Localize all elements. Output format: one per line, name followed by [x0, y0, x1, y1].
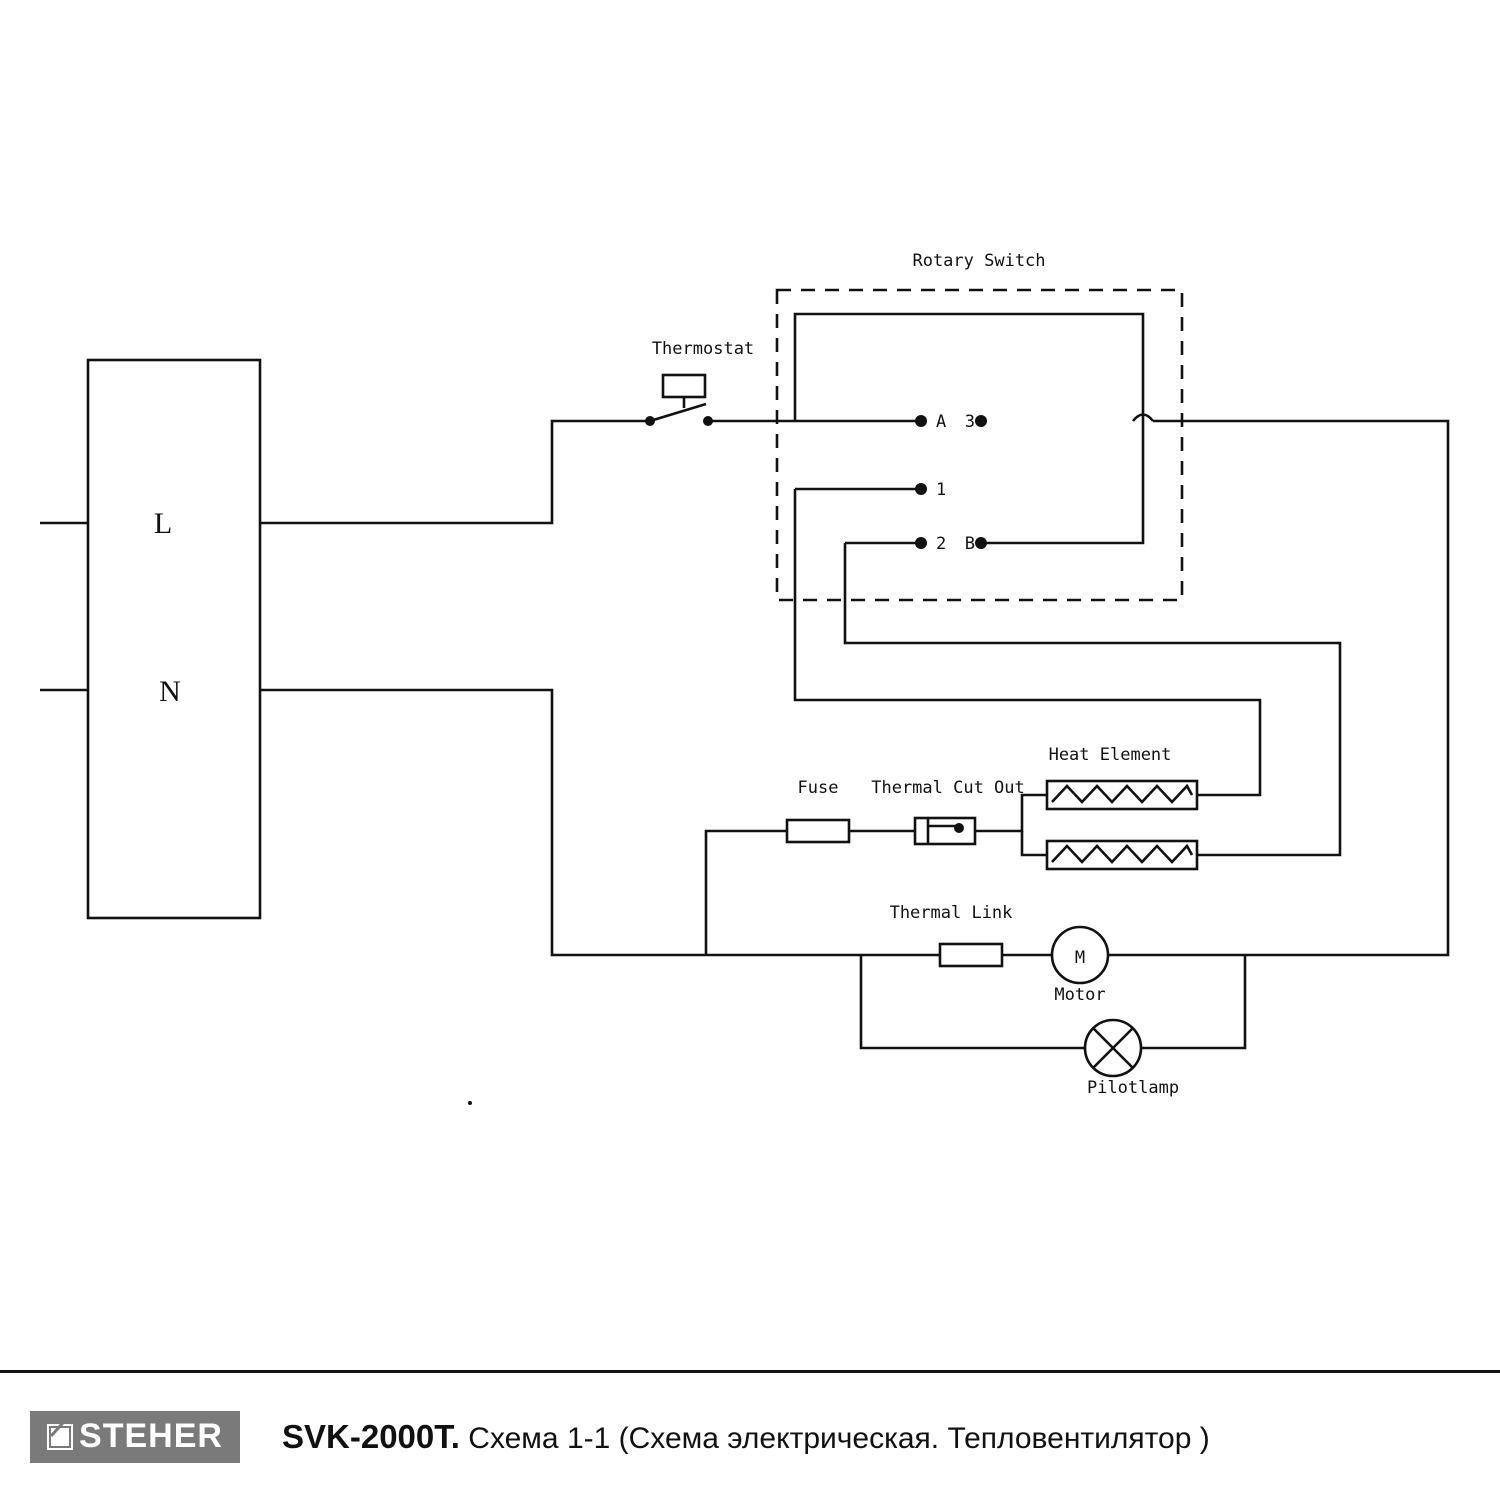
logo-mark-icon: [47, 1424, 73, 1450]
thermal-link-body: [940, 944, 1002, 966]
caption-text: Схема 1-1 (Схема электрическая. Тепловентилятор ): [468, 1421, 1210, 1455]
heat-element-bottom-coil: [1052, 846, 1192, 862]
supply-terminal-block: [88, 360, 260, 918]
terminal-1-dot: [915, 483, 927, 495]
terminal-3-dot: [975, 415, 987, 427]
terminal-3-label: 3: [964, 412, 975, 432]
thermostat-contact-arm: [650, 404, 706, 421]
neutral-wire-main: [260, 690, 861, 955]
heat-element-top-body: [1047, 781, 1197, 809]
rotary-switch-enclosure: [777, 290, 1182, 600]
wire-rotary-to-motor-branch: [1153, 421, 1448, 955]
thermal-cut-out-contact: [954, 823, 964, 833]
terminal-a-label: A: [936, 412, 947, 432]
thermal-cut-out-body: [915, 818, 975, 844]
motor-label: Motor: [1054, 985, 1106, 1005]
thermostat-body: [663, 375, 705, 397]
heat-element-label: Heat Element: [1048, 745, 1172, 765]
motor-letter: M: [1074, 948, 1086, 968]
neutral-label: N: [159, 675, 181, 708]
wire-cutout-to-heat-bottom: [1022, 831, 1047, 855]
thermostat-label: Thermostat: [651, 339, 755, 359]
fuse-body: [787, 820, 849, 842]
footer-caption: [282, 1418, 1210, 1456]
wire-cutout-to-heat-top: [975, 795, 1047, 831]
heat-element-top-coil: [1052, 786, 1192, 802]
live-label: L: [153, 507, 173, 540]
neutral-branch-to-fuse: [706, 831, 787, 955]
footer-bar: [0, 1370, 1500, 1500]
rotary-internal-link-a3: [795, 314, 1143, 421]
logo-text: STEHER: [79, 1417, 223, 1455]
terminal-b-label: B: [964, 534, 975, 554]
rotary-wire-b-bus: [981, 421, 1143, 543]
rotary-switch-label: Rotary Switch: [912, 251, 1046, 271]
steher-logo: [30, 1411, 240, 1463]
terminal-b-dot: [975, 537, 987, 549]
model-number: SVK-2000T.: [282, 1417, 460, 1455]
terminal-a-dot: [915, 415, 927, 427]
thermal-cut-out-label: Thermal Cut Out: [871, 778, 1025, 798]
stray-mark: [468, 1101, 472, 1105]
heat-element-bottom-body: [1047, 841, 1197, 869]
live-wire-to-thermostat: [260, 421, 650, 523]
pilot-lamp-label: Pilotlamp: [1086, 1078, 1180, 1098]
terminal-1-label: 1: [936, 480, 947, 500]
wire-pilotlamp-to-right-bus: [1141, 955, 1245, 1048]
wire-branch-to-pilotlamp-left: [861, 955, 1085, 1048]
terminal-2-dot: [915, 537, 927, 549]
thermal-link-label: Thermal Link: [889, 903, 1013, 923]
thermostat-terminal-left: [645, 416, 655, 426]
terminal-2-label: 2: [936, 534, 947, 554]
fuse-label: Fuse: [797, 778, 839, 798]
